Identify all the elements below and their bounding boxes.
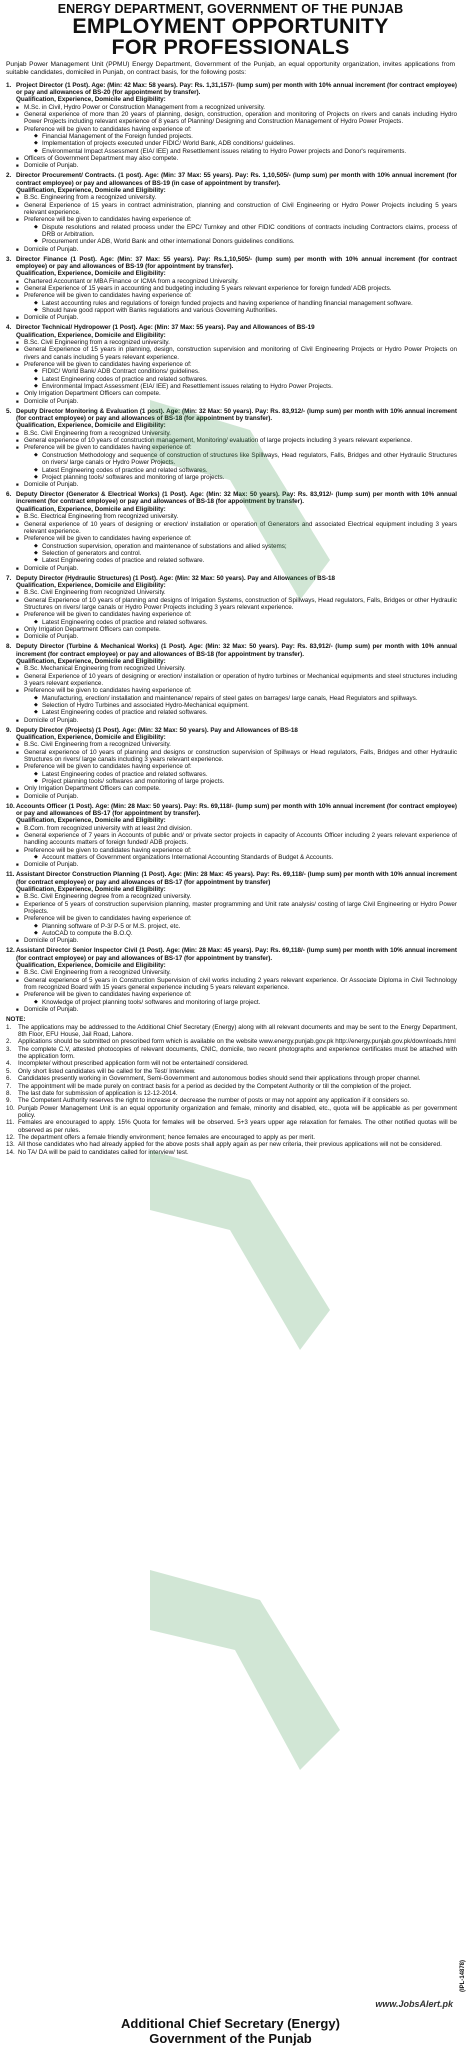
requirement-item: ■ Preference will be given to candidates having experience of:	[16, 361, 457, 368]
watermark-shape	[150, 1570, 340, 1770]
notes-section	[0, 1016, 461, 1156]
sub-list-wrapper	[16, 452, 457, 481]
requirement-item: ■ B.Sc. Civil Engineering from recognized University.	[16, 589, 457, 596]
sub-list-wrapper	[16, 923, 457, 938]
note-number: 1.	[6, 1023, 12, 1031]
job-title-text: Director Technical/ Hydropower (1 Post). Age: (Min: 37 Max: 55 years). Pay and Allowances of BS-19	[16, 324, 315, 332]
preference-item: ◆ Planning software of P-3/ P-5 or M.S. project, etc.	[34, 923, 457, 930]
notes-heading: NOTE:	[6, 1016, 26, 1024]
sub-list-wrapper	[16, 224, 457, 246]
requirement-item: ■ B.Sc. Civil Engineering from a recognized University.	[16, 430, 457, 437]
job-title	[6, 643, 457, 658]
preference-item: ◆ Selection of generators and control.	[34, 550, 457, 557]
qualification-heading: Qualification, Experience, Domicile and Eligibility:	[16, 733, 166, 741]
job-number: 3.	[6, 255, 12, 263]
job-number: 7.	[6, 574, 12, 582]
note-item	[6, 1083, 457, 1090]
qualification-heading: Qualification, Experience, Domicile and Eligibility:	[16, 657, 166, 665]
job-title-text: Deputy Director (Projects) (1 Post). Age: (Min: 32 Max: 50 years). Pay and Allowances of BS-18	[16, 726, 298, 734]
note-item	[6, 1149, 457, 1156]
requirement-list	[6, 194, 457, 253]
preference-item: ◆ Dispute resolutions and related process under the EPC/ Turnkey and other FIDIC conditions of contracts including Contractors claims, process of DRB or Arbitration.	[34, 224, 457, 239]
requirement-item: ■ General Experience of 10 years of designing or erection/ installation or operation of hydro turbines or Mechanical equipments and steel structures including 3 years relevant experience.	[16, 673, 457, 688]
preference-item: ◆ Construction supervision, operation and maintenance of substations and allied systems;	[34, 543, 457, 550]
preference-list	[24, 999, 457, 1006]
qualification-heading: Qualification, Experience, Domicile and Eligibility:	[16, 885, 166, 893]
requirement-item: ■ Preference will be given to candidates having experience of:	[16, 611, 457, 618]
domicile-requirement: ■ Domicile of Punjab.	[16, 1006, 457, 1013]
domicile-requirement: ■ Domicile of Punjab.	[16, 565, 457, 572]
requirement-item: ■ General experience of more than 20 years of planning, design, construction, operation and monitoring of Projects on rivers and canals including Hydro Power Projects including relevant experience of 8 years of Planning/ Designing and Construction Management of Hydro Power Projects.	[16, 111, 457, 126]
note-text: Applications should be submitted on prescribed form which is available on the website www.energy.punjab.gov.pk http://energy.punjab.gov.pk/downloads.html	[18, 1038, 456, 1046]
sub-list-wrapper	[16, 368, 457, 390]
requirement-item: ■ M.Sc. in Civil, Hydro Power or Construction Management from a recognized university.	[16, 104, 457, 111]
job-posting	[6, 256, 457, 322]
qualification-heading: Qualification, Experience, Domicile and Eligibility:	[16, 581, 166, 589]
qualification-heading: Qualification, Experience, Domicile and Eligibility:	[16, 422, 166, 430]
requirement-item: ■ Preference will be given to candidates having experience of:	[16, 687, 457, 694]
job-posting	[6, 727, 457, 800]
preference-item: ◆ Should have good rapport with Banks regulations and various Governing Authorities.	[34, 307, 457, 314]
job-title-text: Project Director (1 Post). Age: (Min: 42 Max: 58 years). Pay: Rs. 1,31,157/- (lump sum) per month with 10% annual increment (for contract employee) or pay and allowances of BS-20 (for appointment by transfer).	[16, 81, 458, 96]
preference-item: ◆ Environmental Impact Assessment (EIA/ IEE) and Resettlement issues relating to Hydro Power projects and Donor's requirements.	[34, 148, 457, 155]
preference-item: ◆ FIDIC/ World Bank/ ADB Contract conditions/ guidelines.	[34, 368, 457, 375]
job-posting	[6, 643, 457, 724]
job-number: 6.	[6, 491, 12, 499]
job-posting	[6, 491, 457, 572]
job-title	[6, 256, 457, 271]
requirement-item: ■ Preference will be given to candidates having experience of:	[16, 292, 457, 299]
requirement-item: ■ General Experience of 10 years of planning and designs of Irrigation Systems, construction of Spillways, Head regulators, Falls, Bridges or other Hydraulic Structures on rivers/ large canals or Hydro Power Projects including 3 years relevant experience.	[16, 597, 457, 612]
preference-list	[24, 854, 457, 861]
requirement-list	[6, 741, 457, 800]
requirement-item: ■ B.Sc. Mechanical Engineering from recognized University.	[16, 665, 457, 672]
qualification-heading: Qualification, Experience, Domicile and Eligibility:	[16, 331, 166, 339]
note-number: 3.	[6, 1045, 12, 1053]
note-number: 10.	[6, 1104, 15, 1112]
department-heading: ENERGY DEPARTMENT, GOVERNMENT OF THE PUNJAB	[57, 2, 404, 16]
job-title-text: Deputy Director (Hydraulic Structures) (1 Post). Age: (Min: 32 Max: 50 years). Pay and Allowances of BS-18	[16, 574, 336, 582]
note-item	[6, 1075, 457, 1082]
preference-item: ◆ Account matters of Government organizations International Accounting Standards of Budget & Accounts.	[34, 854, 457, 861]
requirement-list	[6, 825, 457, 869]
requirement-item: ■ General Experience of 15 years in accounting and budgeting including 5 years relevant experience for foreign funded/ ADB projects.	[16, 285, 457, 292]
job-title-text: Assistant Director Senior Inspector Civil (1 Post). Age: (Min: 28 Max: 45 years). Pay: Rs. 69,118/- (lump sum) per month with 10% annual increment (for contract employee) or pay and allowances of BS-17 (for appointment by transfer).	[16, 947, 457, 962]
qualification-heading: Qualification, Experience, Domicile and Eligibility:	[16, 505, 166, 513]
preference-item: ◆ Latest Engineering codes of practice and related softwares.	[34, 619, 457, 626]
job-posting	[6, 408, 457, 489]
note-item	[6, 1097, 457, 1104]
qualification-heading: Qualification, Experience, Domicile and Eligibility:	[16, 270, 166, 278]
requirement-item: ■ General Experience of 15 years in planning, design, construction supervision and monitoring of Civil Engineering Projects or Hydro Power Projects on rivers and canals including 5 years relevant experience.	[16, 346, 457, 361]
requirement-item: ■ B.Sc. Civil Engineering degree from a recognized university.	[16, 893, 457, 900]
ad-reference-code: (IPL-14878)	[460, 1960, 466, 1993]
note-number: 5.	[6, 1067, 12, 1075]
domicile-requirement: ■ Domicile of Punjab.	[16, 633, 457, 640]
preference-item: ◆ Implementation of projects executed under FIDIC/ World Bank, ADB conditions/ guidelines.	[34, 140, 457, 147]
preference-item: ◆ Project planning tools/ softwares and monitoring of large projects.	[34, 474, 457, 481]
signatory-organization: Government of the Punjab	[149, 2031, 312, 2046]
requirement-item: ■ Chartered Accountant or MBA Finance or ICMA from a recognized University.	[16, 278, 457, 285]
requirement-item: ■ Preference will be given to candidates having experience of:	[16, 535, 457, 542]
preference-item: ◆ AutoCAD to compute the B.O.Q.	[34, 930, 457, 937]
note-text: The last date for submission of application is 12-12-2014.	[18, 1089, 178, 1097]
preference-list	[24, 695, 457, 717]
watermark-shape	[150, 1150, 330, 1350]
requirement-item: ■ Only Irrigation Department Officers can compete.	[16, 626, 457, 633]
preference-item: ◆ Latest Engineering codes of practice and related softwares.	[34, 376, 457, 383]
preference-item: ◆ Project planning tools/ softwares and monitoring of large projects.	[34, 778, 457, 785]
note-number: 4.	[6, 1060, 12, 1068]
preference-item: ◆ Procurement under ADB, World Bank and other international Donors guidelines conditions.	[34, 238, 457, 245]
preference-item: ◆ Selection of Hydro Turbines and associated Hydro-Mechanical equipment.	[34, 702, 457, 709]
job-number: 12.	[6, 947, 15, 955]
preference-item: ◆ Manufacturing, erection/ installation and maintenance/ repairs of steel gates on barrages/ large canals, Head Regulators and spillways.	[34, 695, 457, 702]
job-title-text: Deputy Director Monitoring & Evaluation (1 post). Age: (Min: 32 Max: 50 years). Pay: Rs. 83,912/- (lump sum) per month with 10% annual increment (for contract employee) or pay and allowances of BS-18 (for appointment by transfer).	[16, 407, 457, 423]
job-title	[6, 491, 457, 506]
note-number: 7.	[6, 1082, 12, 1090]
note-item	[6, 1141, 457, 1148]
note-text: Incomplete/ without prescribed application form will not be entertained/ considered.	[18, 1060, 249, 1068]
requirement-item: ■ Only Irrigation Department Officers can compete.	[16, 390, 457, 397]
note-number: 6.	[6, 1075, 12, 1083]
note-text: Punjab Power Management Unit is an equal opportunity organization and female, minority and disabled, etc., quota will be applicable as per government policy.	[18, 1104, 457, 1119]
job-number: 4.	[6, 324, 12, 332]
requirement-item: ■ Preference will be given to candidates having experience of:	[16, 915, 457, 922]
requirement-item: ■ B.Sc. Civil Engineering from a recognized University.	[16, 741, 457, 748]
note-item	[6, 1119, 457, 1134]
job-title	[6, 871, 457, 886]
note-number: 13.	[6, 1141, 15, 1149]
preference-list	[24, 543, 457, 565]
preference-list	[24, 224, 457, 246]
preference-list	[24, 923, 457, 938]
job-title-text: Director Procurement/ Contracts. (1 post). Age: (Min: 37 Max: 55 years). Pay: Rs. 1,10,505/- (lump sum) per month with 10% annual increment (for contract employee) or pay and allowances of BS-19 (in case of appointment by transfer).	[16, 172, 457, 187]
requirement-item: ■ General experience of 10 years of designing or erection/ installation or operation of Generators and associated Electrical equipment including 3 years relevant experience.	[16, 521, 457, 536]
note-number: 8.	[6, 1089, 12, 1097]
job-posting	[6, 947, 457, 1013]
sub-list-wrapper	[16, 771, 457, 786]
headline-line-2: FOR PROFESSIONALS	[111, 36, 350, 59]
job-list	[0, 82, 461, 1014]
requirement-item: ■ General experience of 10 years of planning and designs or construction supervision of Spillways or Head regulators, Falls, Bridges and other Hydraulic Structures on rivers/ large canals including 3 years relevant experience.	[16, 749, 457, 764]
note-text: The complete C.V, attested photocopies of relevant documents, CNIC, domicile, two recent photographs and experience certificates must be attached with the application form.	[18, 1045, 457, 1061]
note-text: The appointment will be made purely on contract basis for a period as decided by the Competent Authority or till the completion of the project.	[18, 1082, 412, 1090]
note-text: The applications may be addressed to the Additional Chief Secretary (Energy) along with all relevant documents and may be sent to the Energy Department, 8th Floor, EFU House, Jail Road, Lahore.	[18, 1023, 457, 1039]
domicile-requirement: ■ Domicile of Punjab.	[16, 861, 457, 868]
requirement-item: ■ B.Sc. Civil Engineering from a recognized university.	[16, 339, 457, 346]
requirement-item: ■ Preference will be given to candidates having experience of:	[16, 216, 457, 223]
job-title	[6, 408, 457, 423]
job-posting	[6, 172, 457, 253]
domicile-requirement: ■ Domicile of Punjab.	[16, 793, 457, 800]
job-posting	[6, 575, 457, 641]
note-item	[6, 1105, 457, 1120]
preference-list	[24, 452, 457, 481]
headline-line-1: EMPLOYMENT OPPORTUNITY	[72, 15, 389, 38]
note-text: The department offers a female friendly environment; hence females are encouraged to apply as per merit.	[18, 1133, 316, 1141]
job-number: 1.	[6, 81, 12, 89]
sub-list-wrapper	[16, 619, 457, 626]
job-number: 11.	[6, 871, 15, 879]
job-title	[6, 803, 457, 818]
job-posting	[6, 803, 457, 869]
sub-list-wrapper	[16, 999, 457, 1006]
requirement-item: ■ General experience of 5 years in Construction Supervision of civil works including 2 years relevant experience. Or Associate Diploma in Civil Technology from recognized Board with 15 years general experience including 5 years relevant experience.	[16, 977, 457, 992]
requirement-list	[6, 665, 457, 724]
requirement-item: ■ B.Sc. Electrical Engineering from recognized university.	[16, 513, 457, 520]
preference-list	[24, 619, 457, 626]
requirement-item: ■ Preference will be given to candidates having experience of:	[16, 444, 457, 451]
requirement-item: ■ B.Com. from recognized university with at least 2nd division.	[16, 825, 457, 832]
requirement-item: ■ General experience of 7 years in Accounts of public and/ or private sector projects in capacity of Accounts Officer including 2 years relevant experience of handling accounts matters of foreign funded/ ADB projects.	[16, 832, 457, 847]
requirement-item: ■ Preference will be given to candidates having experience of:	[16, 763, 457, 770]
note-text: Females are encouraged to apply. 15% Quota for females will be observed. 5+3 years upper age relaxation for females. The other notified quotas will be observed as per rules.	[18, 1119, 457, 1134]
job-title	[6, 947, 457, 962]
qualification-heading: Qualification, Experience, Domicile and Eligibility:	[16, 962, 166, 969]
requirement-list	[6, 513, 457, 572]
job-posting	[6, 871, 457, 944]
note-text: Only short listed candidates will be called for the Test/ Interview.	[18, 1067, 196, 1075]
preference-list	[24, 133, 457, 155]
preference-item: ◆ Construction Methodology and sequence of construction of structures like Spillways, Head regulators, Falls, Bridges and other Hydraulic Structures on rivers/ large canals or Hydro Power Projects.	[34, 452, 457, 467]
job-title-text: Accounts Officer (1 Post). Age: (Min: 28 Max: 50 years). Pay: Rs. 69,118/- (lump sum) per month with 10% annual increment (for contract employee) or pay and allowances of BS-17 (for appointment by transfer).	[16, 802, 457, 817]
job-posting	[6, 82, 457, 170]
preference-item: ◆ Latest accounting rules and regulations of foreign funded projects and having experience of handling financial management software.	[34, 300, 457, 307]
domicile-requirement: ■ Domicile of Punjab.	[16, 937, 457, 944]
preference-item: ◆ Financial Management of the Foreign funded projects.	[34, 133, 457, 140]
requirement-list	[6, 589, 457, 640]
qualification-heading: Qualification, Experience, Domicile and Eligibility:	[16, 817, 166, 825]
notes-list	[6, 1024, 457, 1156]
note-number: 9.	[6, 1097, 12, 1105]
sub-list-wrapper	[16, 854, 457, 861]
note-text: All those candidates who had already applied for the above posts shall apply again as per new criteria, their previous applications will not be considered.	[18, 1141, 442, 1149]
requirement-item: ■ Preference will be given to candidates having experience of:	[16, 847, 457, 854]
job-title	[6, 575, 457, 582]
preference-list	[24, 368, 457, 390]
job-title	[6, 172, 457, 187]
requirement-list	[6, 278, 457, 322]
job-title	[6, 324, 457, 331]
requirement-item: ■ B.Sc. Engineering from a recognized university.	[16, 194, 457, 201]
domicile-requirement: ■ Domicile of Punjab.	[16, 246, 457, 253]
domicile-requirement: ■ Domicile of Punjab.	[16, 314, 457, 321]
intro-paragraph: Punjab Power Management Unit (PPMU) Energy Department, Government of the Punjab, an equal opportunity organization, invites applications from suitable candidates, domiciled in Punjab, on contract basis, for the following posts:	[6, 61, 455, 76]
job-title	[6, 727, 457, 734]
domicile-requirement: ■ Domicile of Punjab.	[16, 162, 457, 169]
job-title	[6, 82, 457, 97]
job-title-text: Assistant Director Construction Planning (1 Post). Age: (Min: 28 Max: 45 years). Pay: Rs. 69,118/- (lump sum) per month with 10% annual increment (for contract employee) or pay and allowances of BS-17 (for appointment by transfer)	[16, 871, 457, 886]
note-text: Candidates presently working in Government, Semi-Government and autonomous bodies should send their applications through proper channel.	[18, 1075, 421, 1083]
requirement-item: ■ Only Irrigation Department Officers can compete.	[16, 785, 457, 792]
job-number: 8.	[6, 643, 12, 651]
job-number: 9.	[6, 726, 12, 734]
job-title-text: Deputy Director (Generator & Electrical Works) (1 Post). Age: (Min: 32 Max: 50 years). Pay: Rs. 83,912/- (lump sum) per month with 10% annual increment (for contract employee) or pay and allowances of BS-18 (for appointment by transfer).	[16, 491, 457, 506]
requirement-list	[6, 969, 457, 1013]
requirement-item: ■ Experience of 5 years of construction supervision planning, master programming and Unit rate analysis/ costing of large Civil Engineering or Hydro Power Projects.	[16, 901, 457, 916]
preference-item: ◆ Latest Engineering codes of practice and related softwares.	[34, 467, 457, 474]
preference-list	[24, 771, 457, 786]
job-number: 10.	[6, 802, 15, 810]
requirement-item: ■ Officers of Government Department may also compete.	[16, 155, 457, 162]
note-item	[6, 1060, 457, 1067]
preference-item: ◆ Knowledge of project planning tools/ softwares and monitoring of large project.	[34, 999, 457, 1006]
preference-item: ◆ Latest Engineering codes of practice and related softwares.	[34, 709, 457, 716]
job-title-text: Deputy Director (Turbine & Mechanical Works) (1 Post). Age: (Min: 32 Max: 50 years). Pay: Rs. 83,912/- (lump sum) per month with 10% annual increment (for contract employee) or pay and allowances of BS-18 (for appointment by transfer).	[16, 643, 457, 658]
requirement-list	[6, 339, 457, 405]
preference-list	[24, 300, 457, 315]
note-number: 14.	[6, 1148, 15, 1156]
note-number: 12.	[6, 1133, 15, 1141]
note-item	[6, 1068, 457, 1075]
requirement-item: ■ General experience of 10 years of construction management, Monitoring/ evaluation of large projects including 3 years relevant experience.	[16, 437, 457, 444]
qualification-heading: Qualification, Experience, Domicile and Eligibility:	[16, 96, 166, 104]
requirement-item: ■ Preference will be given to candidates having experience of:	[16, 126, 457, 133]
domicile-requirement: ■ Domicile of Punjab.	[16, 398, 457, 405]
note-item	[6, 1134, 457, 1141]
note-item	[6, 1090, 457, 1097]
preference-item: ◆ Latest Engineering codes of practice and related software.	[34, 557, 457, 564]
website-watermark: www.JobsAlert.pk	[375, 1999, 453, 2009]
job-title-text: Director Finance (1 Post). Age: (Min: 37 Max: 55 years). Pay: Rs.1,10,505/- (lump sum) per month with 10% annual increment (for contract employee) or pay and allowances of BS-19 (for appointment by transfer).	[16, 255, 457, 271]
sub-list-wrapper	[16, 133, 457, 155]
qualification-heading: Qualification, Experience, Domicile and Eligibility:	[16, 187, 166, 194]
requirement-item: ■ B.Sc. Civil Engineering from a recognized University.	[16, 969, 457, 976]
requirement-item: ■ General Experience of 15 years in contract administration, planning and construction of Civil Engineering or Hydro Power Projects including 5 years relevant experience.	[16, 202, 457, 217]
job-number: 2.	[6, 172, 12, 180]
sub-list-wrapper	[16, 543, 457, 565]
requirement-list	[6, 893, 457, 944]
sub-list-wrapper	[16, 300, 457, 315]
domicile-requirement: ■ Domicile of Punjab.	[16, 481, 457, 488]
note-number: 11.	[6, 1119, 15, 1127]
note-number: 2.	[6, 1038, 12, 1046]
note-text: The Competent Authority reserves the right to increase or decrease the number of posts or may not appoint any application if it considers so.	[18, 1097, 410, 1105]
job-number: 5.	[6, 407, 12, 415]
note-item	[6, 1038, 457, 1045]
requirement-list	[6, 430, 457, 489]
note-item	[6, 1046, 457, 1061]
preference-item: ◆ Latest Engineering codes of practice and related softwares.	[34, 771, 457, 778]
sub-list-wrapper	[16, 695, 457, 717]
job-posting	[6, 324, 457, 405]
requirement-item: ■ Preference will be given to candidates having experience of:	[16, 991, 457, 998]
note-item	[6, 1024, 457, 1039]
requirement-list	[6, 104, 457, 170]
signatory-title: Additional Chief Secretary (Energy)	[121, 2016, 340, 2031]
domicile-requirement: ■ Domicile of Punjab.	[16, 717, 457, 724]
note-text: No TA/ DA will be paid to candidates called for interview/ test.	[18, 1148, 189, 1156]
preference-item: ◆ Environmental Impact Assessment (EIA/ IEE) and Resettlement issues relating to Hydro Power Projects.	[34, 383, 457, 390]
